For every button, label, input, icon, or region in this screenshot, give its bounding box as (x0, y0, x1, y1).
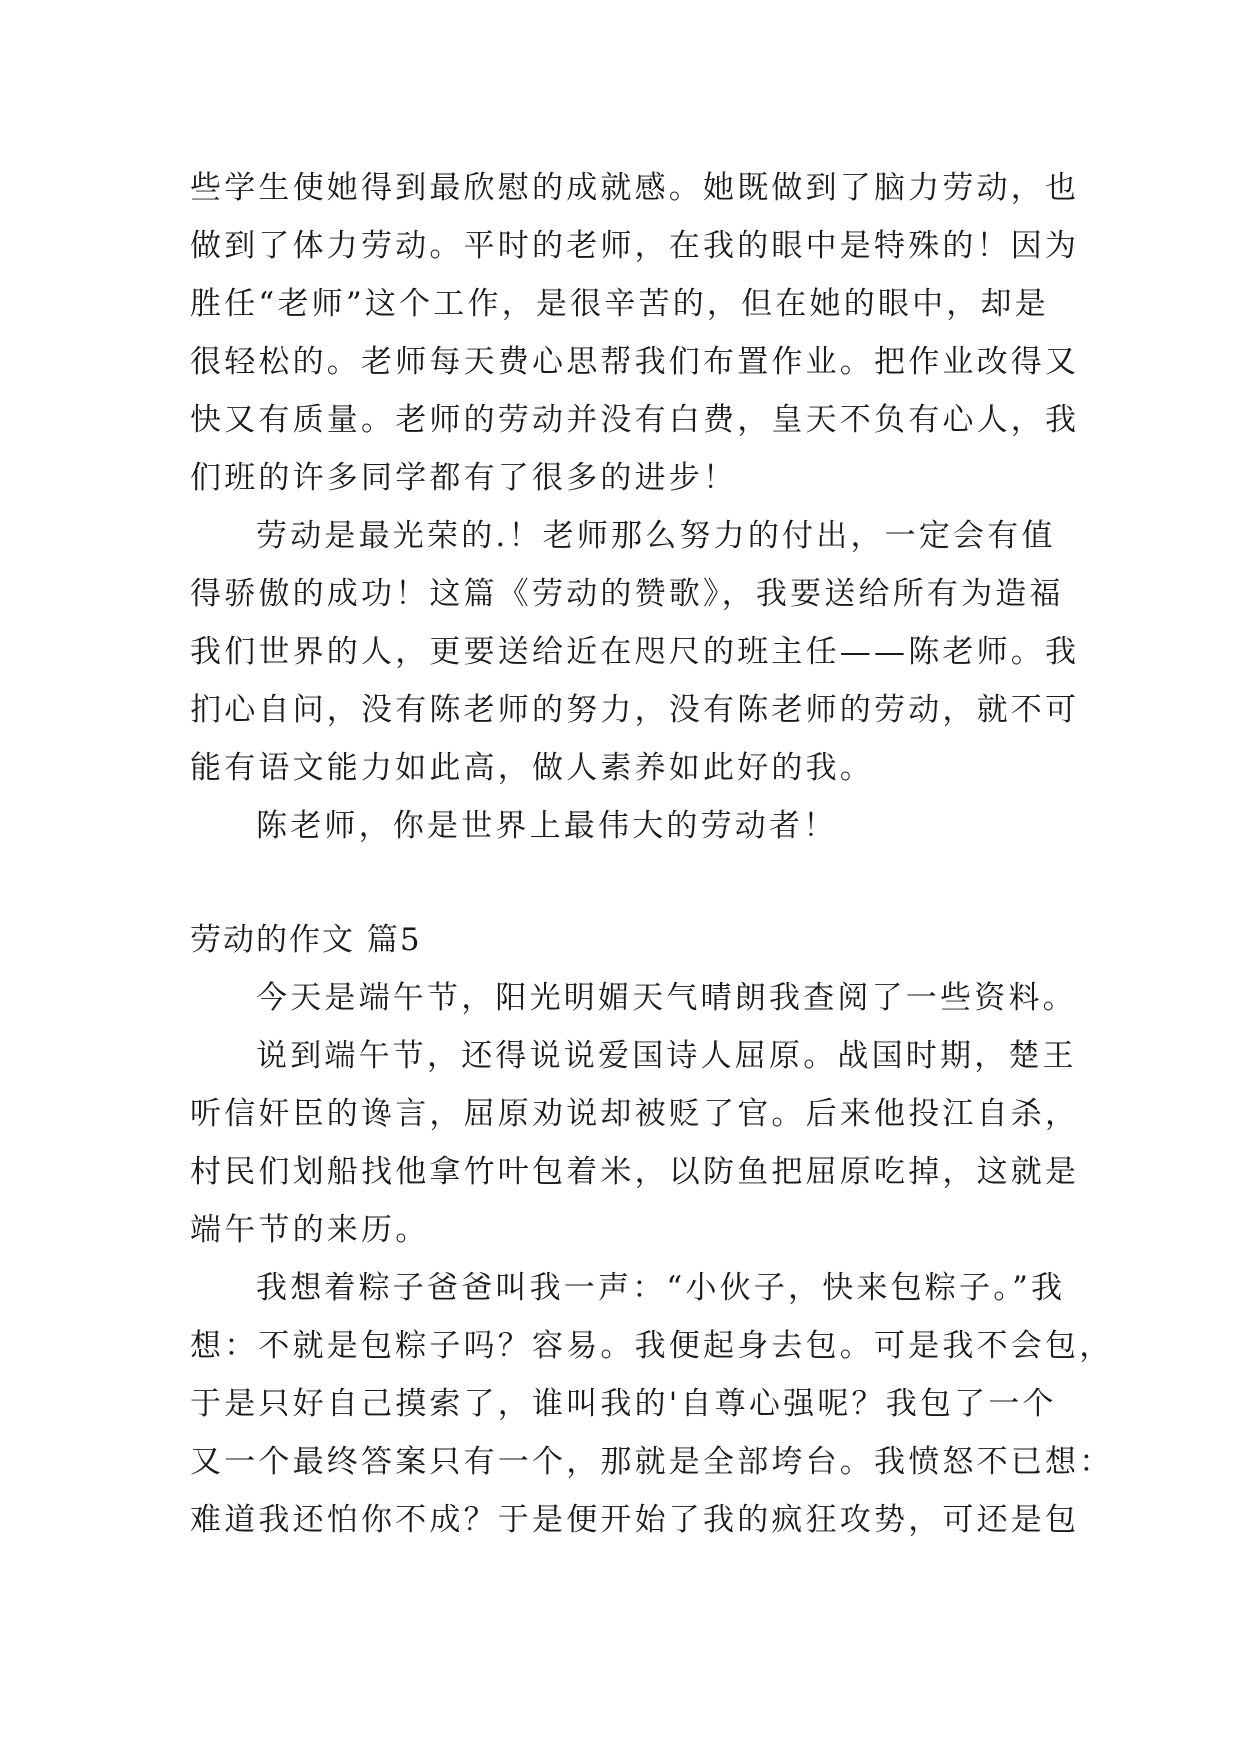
paragraph-2-line-5: 能有语文能力如此高，做人素养如此好的我。 (190, 750, 874, 786)
paragraph-3-line-1: 陈老师，你是世界上最伟大的劳动者！ (256, 808, 838, 844)
paragraph-5-line-4: 端午节的来历。 (190, 1212, 430, 1248)
paragraph-1-line-5: 快又有质量。老师的劳动并没有白费，皇天不负有心人，我 (190, 402, 1080, 438)
paragraph-5-line-2: 听信奸臣的谗言，屈原劝说却被贬了官。后来他投江自杀， (190, 1096, 1080, 1132)
paragraph-2-line-1: 劳动是最光荣的.！老师那么努力的付出，一定会有值 (256, 518, 1056, 554)
paragraph-6-line-5: 难道我还怕你不成？于是便开始了我的疯狂攻势，可还是包 (190, 1502, 1080, 1538)
paragraph-1-line-1: 些学生使她得到最欣慰的成就感。她既做到了脑力劳动，也 (190, 170, 1080, 206)
paragraph-6-line-2: 想：不就是包粽子吗？容易。我便起身去包。可是我不会包， (190, 1328, 1114, 1364)
paragraph-6-line-4: 又一个最终答案只有一个，那就是全部垮台。我愤怒不已想： (190, 1444, 1114, 1480)
paragraph-6-line-3: 于是只好自己摸索了，谁叫我的'自尊心强呢？我包了一个 (190, 1386, 1057, 1422)
paragraph-1-line-4: 很轻松的。老师每天费心思帮我们布置作业。把作业改得又 (190, 344, 1080, 380)
paragraph-6-line-1: 我想着粽子爸爸叫我一声：“小伙子，快来包粽子。”我 (256, 1270, 1066, 1306)
paragraph-1-line-3: 胜任“老师”这个工作，是很辛苦的，但在她的眼中，却是 (190, 286, 1049, 322)
paragraph-2-line-3: 我们世界的人，更要送给近在咫尺的班主任——陈老师。我 (190, 634, 1080, 670)
paragraph-5-line-1: 说到端午节，还得说说爱国诗人屈原。战国时期，楚王 (256, 1038, 1077, 1074)
section-heading: 劳动的作文 篇5 (190, 922, 422, 958)
paragraph-4-line-1: 今天是端午节，阳光明媚天气晴朗我查阅了一些资料。 (256, 980, 1077, 1016)
paragraph-2-line-4: 扪心自问，没有陈老师的努力，没有陈老师的劳动，就不可 (190, 692, 1080, 728)
paragraph-1-line-2: 做到了体力劳动。平时的老师，在我的眼中是特殊的！因为 (190, 228, 1080, 264)
paragraph-2-line-2: 得骄傲的成功！这篇《劳动的赞歌》，我要送给所有为造福 (190, 576, 1064, 612)
paragraph-5-line-3: 村民们划船找他拿竹叶包着米，以防鱼把屈原吃掉，这就是 (190, 1154, 1080, 1190)
paragraph-1-line-6: 们班的许多同学都有了很多的进步！ (190, 460, 738, 496)
